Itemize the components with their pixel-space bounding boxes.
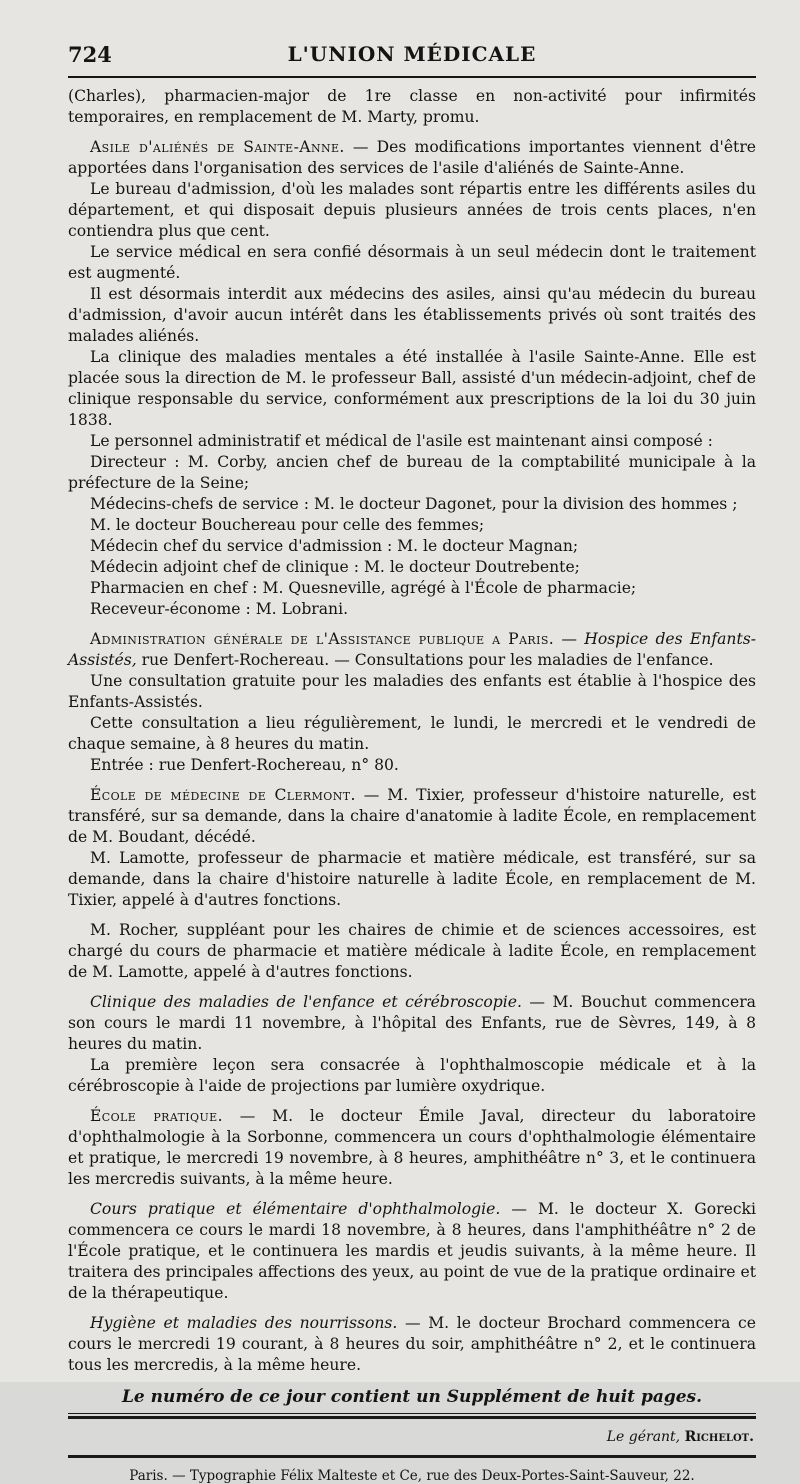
page-number: 724 <box>68 42 112 67</box>
paragraph-text: Le bureau d'admission, d'où les malades sont répartis entre les différents asiles du département, et qui disposait depuis plusieurs années de trois cents places, n'en contiendra plus que cent. <box>68 180 756 240</box>
section-heading: Asile d'aliénés de Sainte-Anne. <box>90 138 345 156</box>
paragraph-text: Cette consultation a lieu régulièrement, le lundi, le mercredi et le vendredi de chaque semaine, à 8 heures du matin. <box>68 714 756 753</box>
paragraph-text: rue Denfert-Rochereau. — Consultations pour les maladies de l'enfance. <box>136 651 714 669</box>
paragraph <box>68 536 756 557</box>
paragraph-text: Médecins-chefs de service : M. le docteur Dagonet, pour la division des hommes ; <box>90 495 738 513</box>
paragraph <box>68 557 756 578</box>
supplement-rule-thin <box>68 1413 756 1414</box>
gerant-label: Le gérant, <box>606 1429 681 1445</box>
paragraph-text: Une consultation gratuite pour les maladies des enfants est établie à l'hospice des Enfants-Assistés. <box>68 672 756 711</box>
paragraph-text: Le personnel administratif et médical de l'asile est maintenant ainsi composé : <box>90 432 713 450</box>
paragraph-text: Directeur : M. Corby, ancien chef de bureau de la comptabilité municipale à la préfecture de la Seine; <box>68 453 756 492</box>
printer-imprint: Paris. — Typographie Félix Malteste et Ce, rue des Deux-Portes-Saint-Sauveur, 22. <box>129 1468 695 1484</box>
paragraph <box>68 599 756 620</box>
gerant-signature <box>68 1429 756 1445</box>
paragraph <box>68 515 756 536</box>
paragraph-text: La clinique des maladies mentales a été installée à l'asile Sainte-Anne. Elle est placée sous la direction de M. le professeur Ball, assisté d'un médecin-adjoint, chef de clinique responsable du service, conformément aux prescriptions de la loi du 30 juin 1838. <box>68 348 756 429</box>
paragraph <box>68 713 756 755</box>
paragraph <box>68 848 756 911</box>
paragraph-text: — M. Bouchut commencera son cours le mardi 11 novembre, à l'hôpital des Enfants, rue de Sèvres, 149, à 8 heures du matin. <box>68 993 756 1053</box>
section-heading: Administration générale de l'Assistance publique a Paris. <box>90 630 555 648</box>
paragraph <box>68 137 756 179</box>
paragraph <box>68 242 756 284</box>
paragraph <box>68 1199 756 1304</box>
paragraph-text: — <box>554 630 585 648</box>
italic-heading: Hospice des Enfants-Assistés, <box>68 630 757 669</box>
paragraph <box>68 86 756 128</box>
paragraph-text: M. Lamotte, professeur de pharmacie et matière médicale, est transféré, sur sa demande, dans la chaire d'histoire naturelle à ladite École, en remplacement de M. Tixier, appelé à d'autres fonctions. <box>68 849 756 909</box>
italic-heading: Cours pratique et élémentaire d'ophthalmologie. <box>90 1200 501 1218</box>
italic-heading: Clinique des maladies de l'enfance et cérébroscopie. <box>90 993 522 1011</box>
paragraph <box>68 671 756 713</box>
supplement-notice: Le numéro de ce jour contient un Supplément de huit pages. <box>121 1387 703 1407</box>
italic-heading: Hygiène et maladies des nourrissons. <box>90 1314 398 1332</box>
paragraph-text: — M. le docteur Brochard commencera ce cours le mercredi 19 courant, à 8 heures du soir, amphithéâtre n° 2, et le continuera tous les mercredis, à la même heure. <box>68 1314 756 1374</box>
paragraph-text: Entrée : rue Denfert-Rochereau, n° 80. <box>90 756 399 774</box>
header-rule <box>68 76 756 78</box>
paragraph <box>68 578 756 599</box>
paragraph-text: M. le docteur Bouchereau pour celle des femmes; <box>90 516 485 534</box>
paragraph <box>68 494 756 515</box>
paragraph <box>68 1313 756 1376</box>
supplement-rule-thick <box>68 1416 756 1419</box>
paragraph-text: Pharmacien en chef : M. Quesneville, agrégé à l'École de pharmacie; <box>90 579 637 597</box>
paragraph <box>68 347 756 431</box>
article-body <box>68 86 756 1376</box>
page-header <box>68 36 756 76</box>
paragraph <box>68 1055 756 1097</box>
imprint-rule <box>68 1455 756 1458</box>
paragraph <box>68 629 756 671</box>
paragraph-text: Le service médical en sera confié désormais à un seul médecin dont le traitement est augmenté. <box>68 243 756 282</box>
paragraph <box>68 284 756 347</box>
paragraph-text: (Charles), pharmacien-major de 1re classe en non-activité pour infirmités temporaires, en remplacement de M. Marty, promu. <box>68 87 756 126</box>
paragraph <box>68 452 756 494</box>
paragraph-text: Il est désormais interdit aux médecins des asiles, ainsi qu'au médecin du bureau d'admission, d'avoir aucun intérêt dans les établissements privés où sont traités des malades aliénés. <box>68 285 756 345</box>
paragraph <box>68 755 756 776</box>
paragraph <box>68 179 756 242</box>
running-title: L'UNION MÉDICALE <box>287 42 537 66</box>
paragraph <box>68 431 756 452</box>
paragraph-text: La première leçon sera consacrée à l'ophthalmoscopie médicale et à la cérébroscopie à l'aide de projections par lumière oxydrique. <box>68 1056 756 1095</box>
paragraph <box>68 920 756 983</box>
paragraph <box>68 785 756 848</box>
gerant-name: Richelot. <box>684 1429 754 1445</box>
paragraph-text: — Des modifications importantes viennent d'être apportées dans l'organisation des services de l'asile d'aliénés de Sainte-Anne. <box>68 138 756 177</box>
paragraph-text: Receveur-économe : M. Lobrani. <box>90 600 349 618</box>
paragraph <box>68 1106 756 1190</box>
paragraph-text: Médecin adjoint chef de clinique : M. le docteur Doutrebente; <box>90 558 580 576</box>
paragraph-text: — M. Tixier, professeur d'histoire naturelle, est transféré, sur sa demande, dans la chaire d'anatomie à ladite École, en remplacement de M. Boudant, décédé. <box>68 786 757 846</box>
paragraph-text: M. Rocher, suppléant pour les chaires de chimie et de sciences accessoires, est chargé du cours de pharmacie et matière médicale à ladite École, en remplacement de M. Lamotte, appelé à d'autres fonctions. <box>68 921 756 981</box>
section-heading: École de médecine de Clermont. <box>90 786 356 804</box>
paragraph-text: — M. le docteur X. Gorecki commencera ce cours le mardi 18 novembre, à 8 heures, dans l'amphithéâtre n° 2 de l'École pratique, et le continuera les mardis et jeudis suivants, à la même heure. Il traitera des principales affections des yeux, au point de vue de la pratique ordinaire et de la thérapeutique. <box>68 1200 756 1302</box>
section-heading: École pratique. <box>90 1107 223 1125</box>
paragraph-text: — M. le docteur Émile Javal, directeur du laboratoire d'ophthalmologie à la Sorbonne, commencera un cours d'ophthalmologie élémentaire et pratique, le mercredi 19 novembre, à 8 heures, amphithéâtre n° 3, et le continuera les mercredis suivants, à la même heure. <box>68 1107 757 1188</box>
paragraph <box>68 992 756 1055</box>
paragraph-text: Médecin chef du service d'admission : M. le docteur Magnan; <box>90 537 579 555</box>
